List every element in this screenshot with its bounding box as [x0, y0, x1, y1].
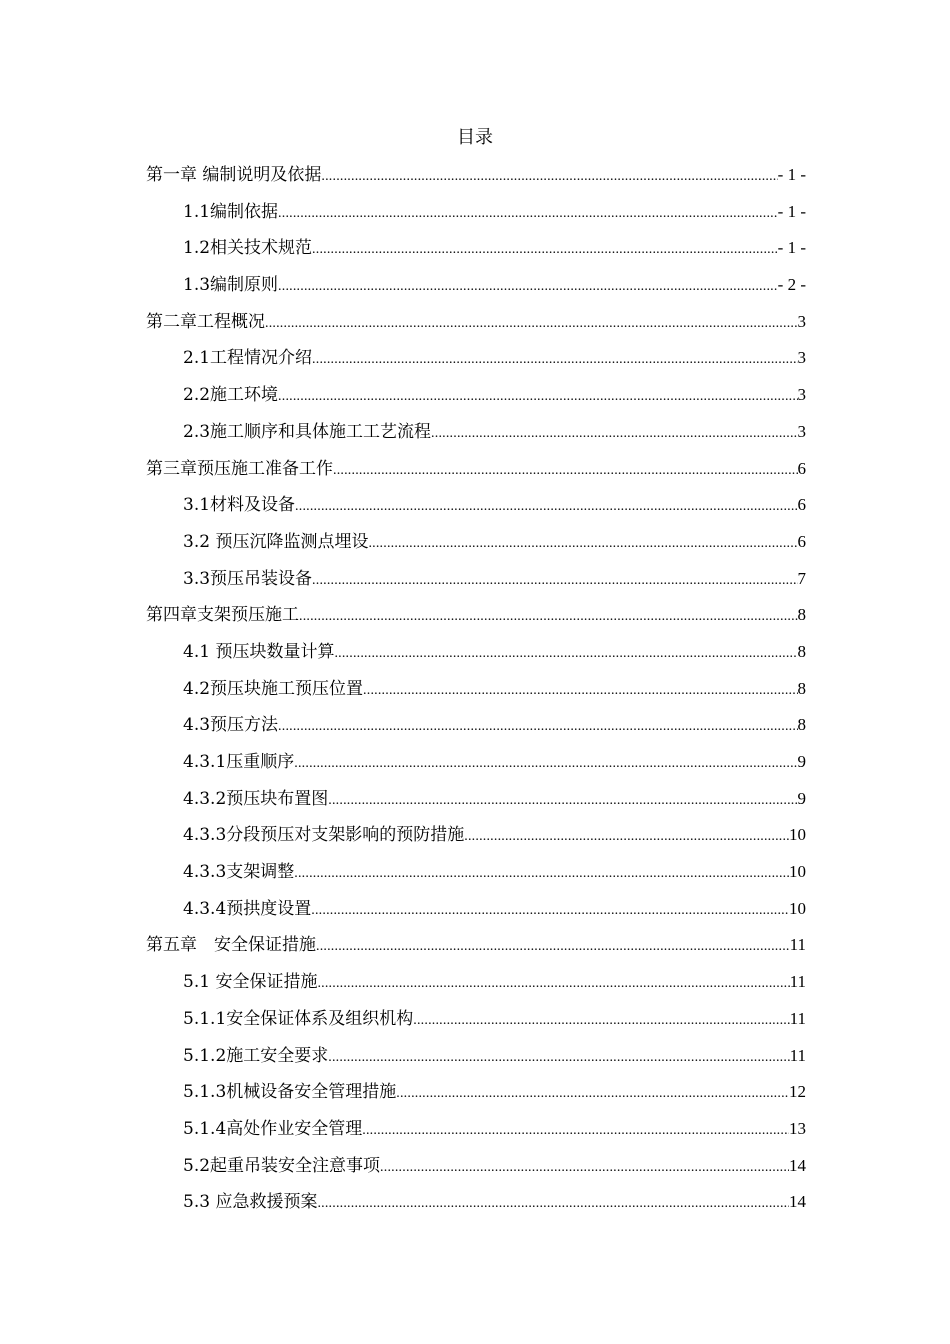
toc-page-number: 8	[797, 715, 806, 735]
toc-chapter-entry[interactable]	[146, 157, 806, 194]
toc-page-number: 14	[789, 1155, 806, 1175]
toc-chapter-entry[interactable]	[146, 451, 806, 488]
toc-dot-leader	[294, 746, 797, 783]
toc-page-number: 13	[789, 1118, 806, 1138]
toc-entry-label: 4.3.4预拱度设置	[183, 898, 312, 919]
toc-dot-leader	[316, 929, 790, 966]
toc-page-number: 12	[789, 1082, 806, 1102]
toc-entry-label: 5.1.1安全保证体系及组织机构	[183, 1008, 414, 1029]
toc-section-entry[interactable]	[146, 1111, 806, 1148]
toc-entry-label: 5.1 安全保证措施	[183, 972, 318, 993]
toc-section-entry[interactable]	[146, 781, 806, 818]
toc-dot-leader	[362, 1113, 789, 1150]
toc-entry-label: 4.3.2预压块布置图	[183, 788, 329, 809]
toc-dot-leader	[328, 1040, 789, 1077]
toc-page-number: 10	[789, 898, 806, 918]
toc-section-entry[interactable]	[146, 707, 806, 744]
toc-section-entry[interactable]	[146, 230, 806, 267]
toc-section-entry[interactable]	[146, 524, 806, 561]
toc-page-number: - 1 -	[777, 201, 806, 221]
toc-entry-label: 3.3预压吊装设备	[183, 568, 313, 589]
toc-entry-label: 4.3.1压重顺序	[183, 752, 295, 772]
toc-entry-label: 1.2相关技术规范	[183, 238, 313, 259]
toc-dot-leader	[299, 599, 798, 636]
toc-page-number: 6	[797, 458, 806, 478]
toc-dot-leader	[321, 159, 777, 196]
toc-entry-label: 5.2起重吊装安全注意事项	[183, 1155, 381, 1176]
toc-dot-leader	[312, 342, 797, 379]
toc-section-entry[interactable]	[146, 634, 806, 671]
toc-dot-leader	[312, 232, 778, 269]
toc-section-entry[interactable]	[146, 1038, 806, 1075]
toc-dot-leader	[312, 563, 797, 600]
toc-dot-leader	[396, 1076, 789, 1113]
toc-entry-label: 4.3预压方法	[183, 715, 279, 736]
toc-entry-label: 1.3编制原则	[183, 275, 279, 296]
toc-page-number: - 1 -	[777, 238, 806, 258]
toc-page-number: 3	[797, 311, 806, 331]
toc-dot-leader	[334, 636, 797, 673]
toc-dot-leader	[328, 783, 797, 820]
toc-page-number: - 1 -	[777, 165, 806, 184]
toc-section-entry[interactable]	[146, 414, 806, 451]
toc-page-number: 11	[789, 1008, 806, 1028]
toc-entry-label: 5.1.3机械设备安全管理措施	[183, 1082, 397, 1103]
toc-section-entry[interactable]	[146, 377, 806, 414]
toc-dot-leader	[278, 709, 797, 746]
toc-page-number: 11	[789, 972, 806, 992]
toc-page-number: 9	[797, 788, 806, 808]
toc-page-number: 10	[789, 825, 806, 845]
toc-page-number: 11	[789, 1045, 806, 1065]
toc-page-number: 9	[797, 752, 806, 771]
toc-entry-label: 2.1工程情况介绍	[183, 348, 313, 369]
toc-section-entry[interactable]	[146, 1074, 806, 1111]
toc-dot-leader	[431, 416, 797, 453]
toc-section-entry[interactable]	[146, 267, 806, 304]
toc-entry-label: 第一章 编制说明及依据	[146, 165, 322, 185]
toc-dot-leader	[317, 966, 789, 1003]
toc-chapter-entry[interactable]	[146, 304, 806, 341]
toc-entry-label: 3.1材料及设备	[183, 495, 296, 516]
toc-entry-label: 4.1 预压块数量计算	[183, 641, 335, 662]
toc-entry-label: 3.2 预压沉降监测点埋设	[183, 531, 369, 552]
toc-section-entry[interactable]	[146, 964, 806, 1001]
toc-entry-label: 2.3施工顺序和具体施工工艺流程	[183, 421, 432, 442]
toc-page-number: 8	[797, 641, 806, 661]
toc-section-entry[interactable]	[146, 487, 806, 524]
toc-section-entry[interactable]	[146, 744, 806, 781]
toc-page-number: 3	[797, 385, 806, 405]
toc-chapter-entry[interactable]	[146, 597, 806, 634]
toc-dot-leader	[311, 893, 789, 930]
toc-section-entry[interactable]	[146, 1184, 806, 1221]
toc-entry-label: 第二章工程概况	[146, 311, 265, 332]
toc-page-number: 3	[797, 421, 806, 441]
toc-entry-label: 第三章预压施工准备工作	[146, 458, 333, 479]
toc-entry-label: 5.3 应急救援预案	[183, 1192, 318, 1213]
toc-section-entry[interactable]	[146, 340, 806, 377]
toc-page-number: 8	[797, 605, 806, 625]
toc-section-entry[interactable]	[146, 891, 806, 928]
toc-section-entry[interactable]	[146, 561, 806, 598]
toc-entry-label: 4.3.3分段预压对支架影响的预防措施	[183, 825, 465, 846]
toc-entry-label: 5.1.4高处作业安全管理	[183, 1118, 363, 1139]
toc-entry-label: 4.3.3支架调整	[183, 862, 295, 883]
toc-page-number: 7	[797, 568, 806, 588]
toc-entry-label: 1.1编制依据	[183, 201, 279, 222]
toc-list	[146, 157, 806, 1221]
toc-entry-label: 第五章 安全保证措施	[146, 935, 316, 956]
toc-dot-leader	[368, 526, 797, 563]
toc-dot-leader	[380, 1150, 789, 1187]
toc-dot-leader	[278, 379, 797, 416]
toc-page-number: 14	[789, 1192, 806, 1212]
toc-entry-label: 2.2施工环境	[183, 385, 279, 406]
toc-dot-leader	[413, 1003, 789, 1040]
toc-dot-leader	[295, 489, 797, 526]
toc-section-entry[interactable]	[146, 671, 806, 708]
toc-page-number: 10	[789, 862, 806, 882]
toc-page-number: 6	[797, 495, 806, 515]
toc-dot-leader	[278, 269, 778, 306]
toc-dot-leader	[363, 673, 797, 710]
toc-section-entry[interactable]	[146, 1148, 806, 1185]
toc-section-entry[interactable]	[146, 854, 806, 891]
toc-dot-leader	[464, 819, 789, 856]
toc-page-number: 3	[797, 348, 806, 368]
toc-page-number: 8	[797, 678, 806, 698]
toc-page-number: - 2 -	[777, 275, 806, 295]
toc-section-entry[interactable]	[146, 817, 806, 854]
toc-title: 目录	[457, 127, 493, 148]
toc-dot-leader	[278, 196, 778, 233]
toc-section-entry[interactable]	[146, 194, 806, 231]
toc-dot-leader	[333, 453, 798, 490]
toc-dot-leader	[294, 856, 789, 893]
toc-entry-label: 5.1.2施工安全要求	[183, 1045, 329, 1066]
toc-entry-label: 第四章支架预压施工	[146, 605, 299, 626]
toc-page-number: 6	[797, 531, 806, 551]
toc-entry-label: 4.2预压块施工预压位置	[183, 678, 364, 699]
toc-dot-leader	[265, 306, 798, 343]
toc-dot-leader	[317, 1186, 789, 1223]
toc-section-entry[interactable]	[146, 1001, 806, 1038]
toc-chapter-entry[interactable]	[146, 927, 806, 964]
toc-page-number: 11	[789, 935, 806, 955]
